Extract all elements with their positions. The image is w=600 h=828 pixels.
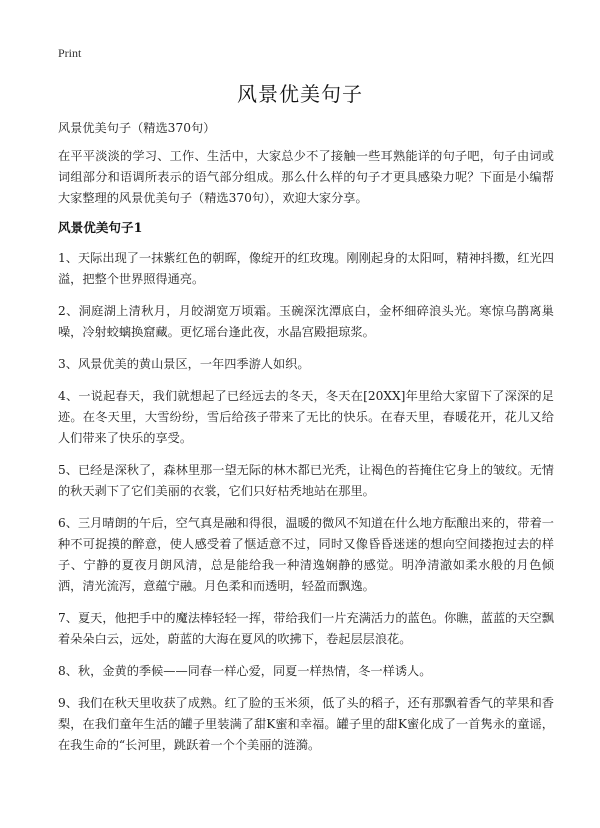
- sentence-item-9: 9、我们在秋天里收获了成熟。红了脸的玉米须，低了头的稻子，还有那飘着香气的苹果和香梨，在我们童年生活的罐子里装满了甜K蜜和幸福。罐子里的甜K蜜化成了一首隽永的童谣，在我生命的“长河里，跳跃着一个个美丽的涟漪。: [58, 696, 554, 752]
- sentence-item-8: 8、秋，金黄的季候——同春一样心爱，同夏一样热情，冬一样诱人。: [58, 664, 432, 678]
- section-heading: 风景优美句子1: [58, 220, 143, 235]
- sentence-item-6: 6、三月晴朗的午后，空气真是融和得很，温暖的微风不知道在什么地方酝酿出来的，带着一种不可捉摸的醉意，使人感受着了惬适意不过，同时又像昏昏迷迷的想向空间搂抱过去的样子、宁静的夏夜月朗风清，总是能给我一种清逸娴静的感觉。明净清澈如柔水般的月色倾洒，清光流泻，意蕴宁融。月色柔和而透明，轻盈而飘逸。: [58, 516, 554, 593]
- sentence-item-3: 3、风景优美的黄山景区，一年四季游人如织。: [58, 357, 310, 371]
- sentence-item-1: 1、天际出现了一抹紫红色的朝晖，像绽开的红玫瑰。刚刚起身的太阳呵，精神抖擞，红光四溢，把整个世界照得通亮。: [58, 251, 554, 286]
- sentence-item-4: 4、一说起春天，我们就想起了已经远去的冬天，冬天在[20XX]年里给大家留下了深深的足迹。在冬天里，大雪纷纷，雪后给孩子带来了无比的快乐。在春天里，春暖花开，花儿又给人们带来了快乐的享受。: [58, 389, 554, 445]
- sentence-item-7: 7、夏天，他把手中的魔法棒轻轻一挥，带给我们一片充满活力的蓝色。你瞧，蓝蓝的天空飘着朵朵白云，远处，蔚蓝的大海在夏风的吹拂下，卷起层层浪花。: [58, 611, 554, 646]
- sentence-item-2: 2、洞庭湖上清秋月，月皎湖宽万顷霜。玉碗深沈潭底白，金杯细碎浪头光。寒惊乌鹊离巢噪，冷射蛟螭换窟藏。更忆瑶台逢此夜，水晶宫殿挹琼浆。: [58, 304, 554, 339]
- article-intro: 在平平淡淡的学习、工作、生活中，大家总少不了接触一些耳熟能详的句子吧，句子由词或词组部分和语调所表示的语气部分组成。那么什么样的句子才更具感染力呢？下面是小编帮大家整理的风景优美句子（精选370句），欢迎大家分享。: [58, 149, 554, 205]
- article-body: [58, 118, 554, 767]
- sentence-item-5: 5、已经是深秋了，森林里那一望无际的林木都已光秃，让褐色的苔掩住它身上的皱纹。无情的秋天剥下了它们美丽的衣裳，它们只好枯秃地站在那里。: [58, 463, 554, 498]
- print-link[interactable]: Print: [58, 46, 82, 60]
- article-subtitle: 风景优美句子（精选370句）: [58, 121, 216, 135]
- page-title: 风景优美句子: [237, 82, 363, 106]
